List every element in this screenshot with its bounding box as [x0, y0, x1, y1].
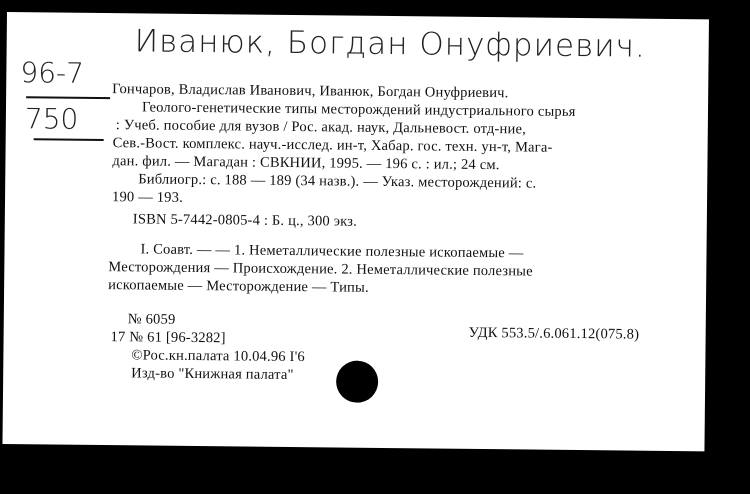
bibliography-line: 190 — 193. [111, 189, 184, 206]
udk-code: УДК 553.5/.6.061.12(075.8) [468, 324, 640, 343]
description-line: : Учеб. пособие для вузов / Рос. акад. наук, Дальневост. отд-ние, [115, 117, 527, 138]
record-number: 17 № 61 [96-3282] [110, 329, 226, 347]
subject-line: Месторождения — Происхождение. 2. Неметаллические полезные [108, 259, 533, 280]
card-number: № 6059 [127, 311, 176, 328]
isbn-line: ISBN 5-7442-0805-4 : Б. ц., 300 экз. [132, 211, 358, 230]
chamber-stamp: ©Рос.кн.палата 10.04.96 I'6 [131, 347, 305, 366]
ink-blot [336, 360, 378, 402]
author-heading: Гончаров, Владислав Иванович, Иванюк, Богдан Онуфриевич. [112, 81, 509, 102]
publisher-line: Изд-во "Книжная палата" [131, 365, 294, 384]
subject-line: ископаемые — Месторождение — Типы. [108, 277, 369, 296]
handwritten-code-top: 96-7 [20, 56, 85, 90]
description-line: Сев.-Вост. комплекс. науч.-исслед. ин-т, Хабар. гос. техн. ун-т, Мага- [112, 135, 553, 156]
bibliography-line: Библиогр.: с. 188 — 189 (34 назв.). — Указ. месторождений: с. [138, 171, 537, 192]
subject-line: I. Соавт. — — 1. Неметаллические полезные ископаемые — [140, 241, 524, 262]
handwritten-underline [26, 96, 110, 99]
title-line: Геолого-генетические типы месторождений индустриального сырья [141, 99, 576, 120]
handwritten-code-bottom: 750 [24, 102, 79, 136]
catalog-card [2, 12, 708, 451]
handwritten-name: Иванюк, Богдан Онуфриевич. [134, 23, 647, 65]
handwritten-underline [34, 138, 104, 141]
description-line: дан. фил. — Магадан : СВКНИИ, 1995. — 196 с. : ил.; 24 см. [112, 153, 500, 174]
